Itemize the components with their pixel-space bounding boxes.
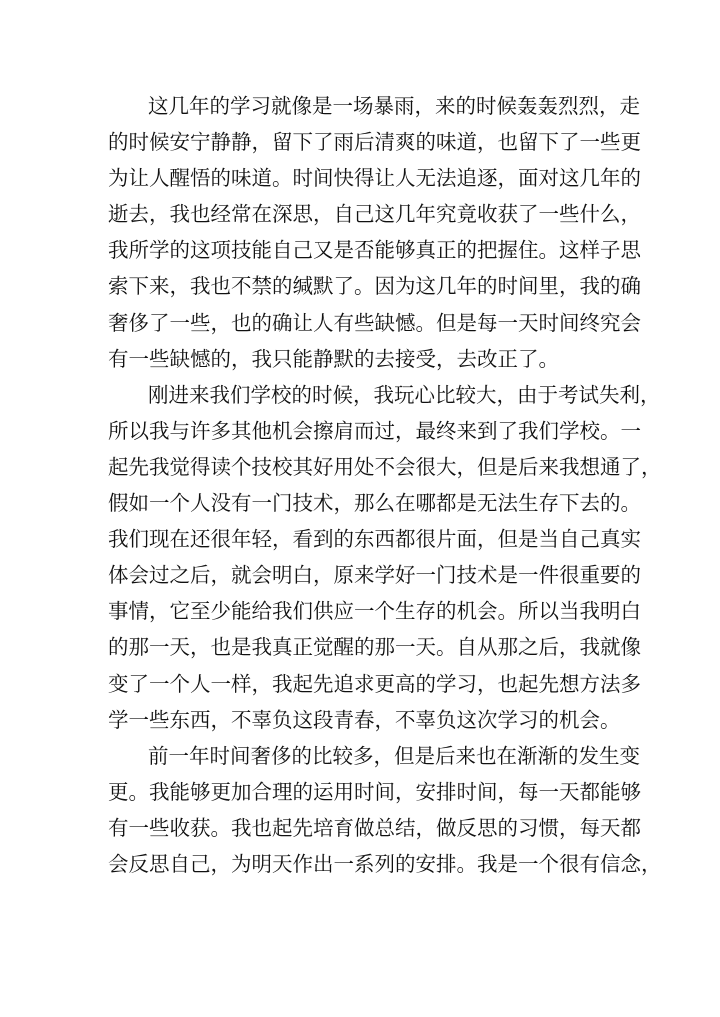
document-body bbox=[108, 88, 662, 882]
text-line: 假如一个人没有一门技术，那么在哪都是无法生存下去的。 bbox=[108, 491, 641, 516]
text-line: 索下来，我也不禁的缄默了。因为这几年的时间里，我的确 bbox=[108, 274, 641, 299]
paragraph bbox=[108, 738, 662, 882]
text-line: 所以我与许多其他机会擦肩而过，最终来到了我们学校。一 bbox=[108, 418, 641, 443]
text-line: 逝去，我也经常在深思，自己这几年究竟收获了一些什么， bbox=[108, 202, 641, 227]
text-line: 的那一天，也是我真正觉醒的那一天。自从那之后，我就像 bbox=[108, 635, 641, 660]
text-line: 有一些收获。我也起先培育做总结，做反思的习惯，每天都 bbox=[108, 815, 641, 840]
paragraph bbox=[108, 377, 662, 738]
text-line: 这几年的学习就像是一场暴雨，来的时候轰轰烈烈，走 bbox=[148, 94, 640, 118]
text-line: 会反思自己，为明天作出一系列的安排。我是一个很有信念， bbox=[108, 851, 662, 876]
text-line: 奢侈了一些，也的确让人有些缺憾。但是每一天时间终究会 bbox=[108, 310, 641, 335]
text-line: 有一些缺憾的，我只能静默的去接受，去改正了。 bbox=[108, 346, 559, 371]
text-line: 前一年时间奢侈的比较多，但是后来也在渐渐的发生变 bbox=[148, 743, 640, 768]
text-line: 变了一个人一样，我起先追求更高的学习，也起先想方法多 bbox=[108, 671, 641, 696]
text-line: 我们现在还很年轻，看到的东西都很片面，但是当自己真实 bbox=[108, 527, 641, 552]
text-line: 的时候安宁静静，留下了雨后清爽的味道，也留下了一些更 bbox=[108, 130, 641, 155]
text-line: 事情，它至少能给我们供应一个生存的机会。所以当我明白 bbox=[108, 599, 641, 624]
text-line: 为让人醒悟的味道。时间快得让人无法追逐，面对这几年的 bbox=[108, 166, 641, 191]
text-line: 更。我能够更加合理的运用时间，安排时间，每一天都能够 bbox=[108, 779, 641, 804]
text-line: 学一些东西，不辜负这段青春，不辜负这次学习的机会。 bbox=[108, 707, 621, 732]
text-line: 我所学的这项技能自己又是否能够真正的把握住。这样子思 bbox=[108, 238, 641, 263]
paragraph bbox=[108, 88, 641, 377]
text-line: 体会过之后，就会明白，原来学好一门技术是一件很重要的 bbox=[108, 563, 641, 588]
text-line: 刚进来我们学校的时候，我玩心比较大，由于考试失利， bbox=[148, 382, 661, 407]
text-line: 起先我觉得读个技校其好用处不会很大，但是后来我想通了， bbox=[108, 454, 662, 479]
